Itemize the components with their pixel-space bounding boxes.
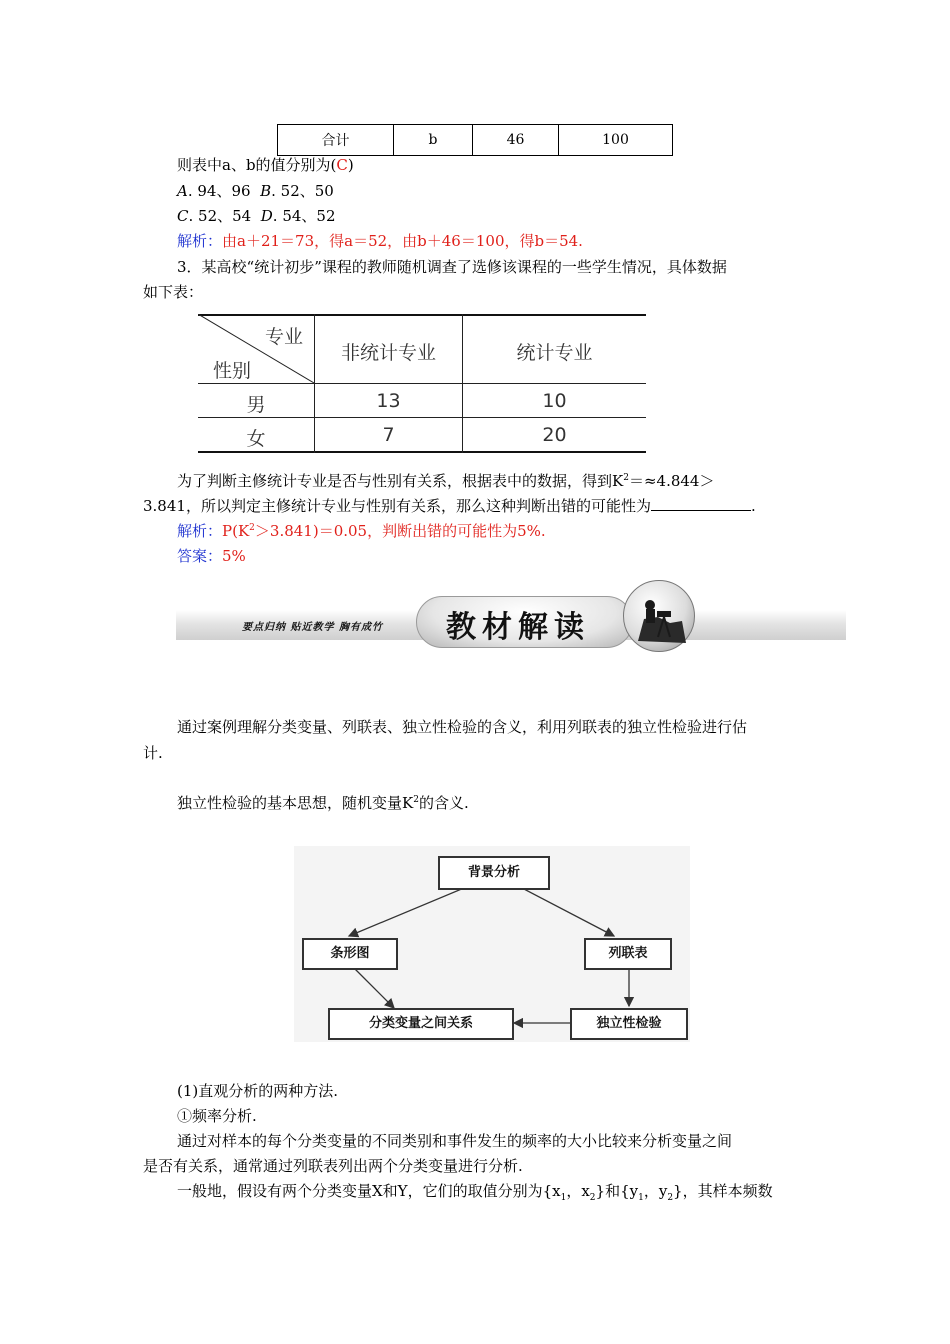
subscript: 2 bbox=[667, 1193, 674, 1203]
option-d-text: . 54、52 bbox=[272, 207, 336, 225]
answer-text: 5% bbox=[222, 547, 246, 565]
objective-line1: 通过案例理解分类变量、列联表、独立性检验的含义，利用列联表的独立性检验进行估 bbox=[177, 718, 748, 736]
corner-gender: 性别 bbox=[212, 360, 251, 382]
row-label: 女 bbox=[246, 428, 266, 450]
answer-blank bbox=[651, 496, 751, 511]
table-row bbox=[278, 125, 673, 156]
p4-a: 一般地，假设有两个分类变量X和Y，它们的取值分别为{x bbox=[177, 1182, 561, 1200]
option-a-label: A bbox=[177, 182, 188, 200]
arrow-to-relation bbox=[354, 968, 394, 1008]
top-table bbox=[277, 124, 673, 156]
body-p4 bbox=[177, 1180, 773, 1202]
subscript: 2 bbox=[589, 1193, 596, 1203]
p4-e: }，其样本频数 bbox=[673, 1182, 773, 1200]
analysis-text: 由a＋21＝73，得a＝52，由b＋46＝100，得b＝54. bbox=[222, 232, 583, 250]
node-independence-test: 独立性检验 bbox=[570, 1008, 688, 1040]
option-d-label: D bbox=[260, 207, 273, 225]
node-variable-relation: 分类变量之间关系 bbox=[328, 1008, 514, 1040]
option-a-text: . 94、96 bbox=[187, 182, 251, 200]
banner-motto: 要点归纳 贴近教学 胸有成竹 bbox=[242, 622, 383, 633]
row-label: 男 bbox=[246, 394, 266, 416]
q3-text1-a: 为了判断主修统计专业是否与性别有关系，根据表中的数据，得到K bbox=[177, 472, 624, 490]
table-cell: 20 bbox=[542, 424, 567, 446]
q3-stem-line1: 3．某高校“统计初步”课程的教师随机调查了选修该课程的一些学生情况，具体数据 bbox=[177, 258, 727, 276]
q2-stem-end: ) bbox=[347, 156, 354, 174]
node-background-analysis: 背景分析 bbox=[438, 856, 550, 890]
body-p3-line1: 通过对样本的每个分类变量的不同类别和事件发生的频率的大小比较来分析变量之间 bbox=[177, 1132, 733, 1150]
answer-label: 答案： bbox=[177, 547, 223, 565]
superscript: 2 bbox=[623, 473, 629, 483]
q2-options-ab bbox=[177, 180, 334, 202]
superscript: 2 bbox=[413, 795, 419, 805]
table-cell: 13 bbox=[376, 390, 401, 412]
q3-text1-b: ＝≈4.844＞ bbox=[628, 472, 715, 490]
option-c-text: . 52、54 bbox=[188, 207, 252, 225]
body-p2: ①频率分析. bbox=[177, 1107, 257, 1125]
q2-analysis bbox=[177, 230, 583, 252]
node-bar-chart: 条形图 bbox=[302, 938, 398, 970]
keypoint bbox=[177, 792, 469, 814]
node-contingency-table: 列联表 bbox=[584, 938, 672, 970]
banner-title: 教材解读 bbox=[446, 610, 590, 645]
section-banner bbox=[176, 578, 846, 654]
q2-options-cd bbox=[177, 205, 336, 227]
q3-analysis bbox=[177, 520, 546, 542]
analysis-label: 解析： bbox=[177, 232, 223, 250]
q3-text2-body: 3.841，所以判定主修统计专业与性别有关系，那么这种判断出错的可能性为 bbox=[143, 497, 651, 515]
flowchart bbox=[294, 846, 690, 1042]
q3-text2-end: . bbox=[750, 497, 756, 515]
student-table bbox=[198, 314, 646, 453]
table-cell: 46 bbox=[473, 125, 559, 156]
arrow-to-bar-chart bbox=[349, 888, 464, 936]
option-c-label: C bbox=[177, 207, 189, 225]
keypoint-text-b: 的含义. bbox=[418, 794, 469, 812]
table-cell: 7 bbox=[382, 424, 395, 446]
photographer-icon bbox=[623, 580, 695, 652]
subscript: 1 bbox=[560, 1193, 567, 1203]
table-cell: 10 bbox=[542, 390, 567, 412]
analysis-text-a: P(K bbox=[222, 522, 250, 540]
table-cell: b bbox=[394, 125, 473, 156]
p4-c: }和{y bbox=[595, 1182, 639, 1200]
header-stat: 统计专业 bbox=[516, 342, 593, 364]
analysis-label: 解析： bbox=[177, 522, 223, 540]
table-cell: 合计 bbox=[278, 125, 394, 156]
table-cell: 100 bbox=[559, 125, 673, 156]
body-p3-line2: 是否有关系，通常通过列联表列出两个分类变量进行分析. bbox=[143, 1157, 523, 1175]
keypoint-text-a: 独立性检验的基本思想，随机变量K bbox=[177, 794, 414, 812]
arrow-to-contingency bbox=[522, 888, 614, 936]
q3-text1 bbox=[177, 470, 714, 492]
subscript: 1 bbox=[638, 1193, 644, 1203]
option-b-label: B bbox=[260, 182, 272, 200]
q3-answer bbox=[177, 545, 246, 567]
p4-d: ，y bbox=[643, 1182, 668, 1200]
option-b-text: . 52、50 bbox=[271, 182, 334, 200]
q3-text2 bbox=[143, 495, 756, 517]
analysis-text-b: ＞3.841)＝0.05，判断出错的可能性为5%. bbox=[254, 522, 546, 540]
objective-line2: 计. bbox=[143, 744, 163, 762]
q2-stem-text: 则表中a、b的值分别为( bbox=[177, 156, 337, 174]
q3-stem-line2: 如下表： bbox=[143, 283, 204, 301]
q2-answer: C bbox=[336, 156, 348, 174]
body-p1: (1)直观分析的两种方法. bbox=[177, 1082, 339, 1100]
superscript: 2 bbox=[249, 523, 255, 533]
corner-major: 专业 bbox=[264, 326, 303, 348]
header-non-stat: 非统计专业 bbox=[340, 342, 436, 364]
p4-b: ，x bbox=[566, 1182, 590, 1200]
q2-stem bbox=[177, 154, 354, 176]
